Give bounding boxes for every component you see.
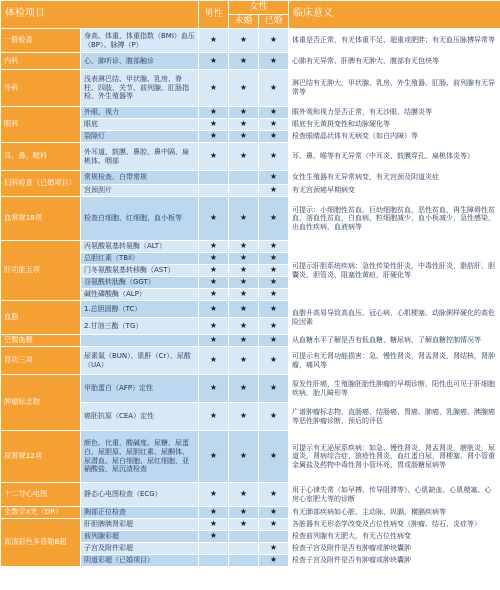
star-unmarried: ★ [229,507,259,519]
category-cell: 血脂 [1,301,81,335]
table-row [1,301,500,318]
clinical-meaning: 体重是否正常，有无体重不足、超重或肥胖；有无血压脉搏异常等 [289,29,500,53]
star-unmarried: ★ [229,253,259,265]
star-unmarried: ★ [229,143,259,171]
table-row [1,241,500,253]
category-cell: 肿瘤标志物 [1,375,81,431]
clinical-meaning: 可提示肝胆系统疾病：急性传染性肝炎，中毒性肝炎，脂肪肝，胆囊炎，胆管炎，阻塞性黄疸，肝硬化等 [289,241,500,301]
star-male: ★ [199,335,229,347]
star-male: ★ [199,318,229,335]
category-cell: 全数字X光（DR） [1,507,81,519]
star-unmarried: ★ [229,265,259,277]
clinical-meaning: 耳、鼻、喉等有无异常（中耳炎、鼓膜穿孔、扁桃体炎等） [289,143,500,171]
category-cell: 空腹血糖 [1,335,81,347]
clinical-meaning: 用于心律失常（如早搏、传导阻滞等）、心肌缺血、心肌梗塞、心房心室肥大等的诊断 [289,483,500,507]
clinical-meaning: 有无肺部疾病如心脏、主动脉、纵膈、横膈疾病等 [289,507,500,519]
star-male: ★ [199,131,229,143]
category-cell: 十二导心电图 [1,483,81,507]
star-unmarried [229,555,259,567]
table-body [1,29,500,567]
star-married: ★ [259,197,289,241]
table-row [1,519,500,531]
star-unmarried: ★ [229,29,259,53]
star-unmarried [229,185,259,197]
item-name: 门冬氨酸氨基转移酶（AST） [81,265,199,277]
item-name: 肝胆脾胰肾彩超 [81,519,199,531]
star-male: ★ [199,119,229,131]
star-unmarried: ★ [229,131,259,143]
item-name: 1.总胆固醇（TC） [81,301,199,318]
star-married: ★ [259,253,289,265]
star-male: ★ [199,301,229,318]
table-row [1,507,500,519]
header-married: 已婚 [259,15,289,29]
star-unmarried: ★ [229,70,259,107]
star-unmarried: ★ [229,277,259,289]
category-cell: 妇科检查（已婚项目） [1,171,81,197]
item-name: 身高、体重、体重指数（BMI）血压（BP）、脉搏（P） [81,29,199,53]
star-married: ★ [259,431,289,483]
table-row [1,53,500,70]
clinical-meaning: 可提示有无泌尿系疾病：如急、慢性肾炎，肾盂肾炎，膀胱炎，尿道炎，肾病综合症，狼疮性肾炎，血红蛋白尿，肾梗塞、肾小管重金属盐及药物中毒性肾小管坏死，胃或肠糖尿病等 [289,431,500,483]
table-row [1,375,500,403]
star-married: ★ [259,335,289,347]
star-married: ★ [259,131,289,143]
star-married: ★ [259,318,289,335]
star-married: ★ [259,185,289,197]
star-unmarried: ★ [229,519,259,531]
table-row [1,431,500,483]
clinical-meaning: 女性生殖器有无异常病变，有无宫颈及阴道炎症 [289,171,500,185]
star-married: ★ [259,171,289,185]
clinical-meaning: 有无宫颈癌早期病变 [289,185,500,197]
star-male [199,543,229,555]
star-unmarried: ★ [229,483,259,507]
clinical-meaning: 检查子宫及附件是否有肿瘤或肿块囊肿 [289,555,500,567]
table-row [1,107,500,119]
star-male: ★ [199,253,229,265]
star-male: ★ [199,531,229,543]
item-name [81,335,199,347]
star-unmarried [229,531,259,543]
star-male: ★ [199,143,229,171]
star-unmarried: ★ [229,431,259,483]
category-cell: 耳、鼻、喉科 [1,143,81,171]
item-name: 裂隙灯 [81,131,199,143]
clinical-meaning: 可提示：小细胞性贫血，巨幼细胞贫血，恶性贫血，再生障碍性贫血，溶血性贫血，白血病，粒细胞减少，血小板减少，急性感染，出血性疾病，血液病等 [289,197,500,241]
star-married: ★ [259,301,289,318]
category-cell: 肝功能五项 [1,241,81,301]
star-male: ★ [199,265,229,277]
star-married: ★ [259,375,289,403]
clinical-meaning: 血脂升高易导致高血压、冠心病、心肌梗塞、动脉粥样硬化的高危险因素 [289,301,500,335]
clinical-meaning: 检查前列腺有无肥大，有无占位性病变 [289,531,500,543]
star-married: ★ [259,543,289,555]
star-male: ★ [199,507,229,519]
clinical-meaning: 原发性肝癌，生殖腺胚胎性肿瘤的早期诊断，阳性也可见于肝细胞疾病、胎儿畸形等 [289,375,500,403]
table-row [1,171,500,185]
star-married: ★ [259,265,289,277]
item-name: 胸部正位检查 [81,507,199,519]
star-unmarried [229,543,259,555]
clinical-meaning: 广谱肿瘤标志物，直肠癌、结肠癌、胃癌、肺癌、乳腺癌、胰腺癌等恶性肿瘤诊断，预后的评估 [289,403,500,431]
item-name: 浅表淋巴结、甲状腺、乳房、脊柱、四肢、关节、前列腺、肛肠指检、外生殖器等 [81,70,199,107]
star-married: ★ [259,277,289,289]
table-row [1,143,500,171]
star-unmarried: ★ [229,197,259,241]
star-married: ★ [259,119,289,131]
header-project: 体检项目 [1,1,199,29]
star-unmarried: ★ [229,318,259,335]
table-row [1,483,500,507]
category-cell: 血常规18项 [1,197,81,241]
star-unmarried: ★ [229,289,259,301]
item-name: 外耳道、鼓膜、鼻腔、鼻中隔、扁桃体、咽部 [81,143,199,171]
clinical-meaning: 检查子宫及附件是否有肿瘤或肿块囊肿 [289,543,500,555]
item-name: 癌胚抗原（CEA）定性 [81,403,199,431]
table-row [1,70,500,107]
table-row [1,29,500,53]
star-married: ★ [259,29,289,53]
item-name: 静态心电图检查（ECG） [81,483,199,507]
star-male [199,555,229,567]
item-name: 总胆红素（TBil） [81,253,199,265]
star-married: ★ [259,555,289,567]
star-male: ★ [199,277,229,289]
star-male: ★ [199,107,229,119]
star-male: ★ [199,483,229,507]
star-unmarried: ★ [229,119,259,131]
clinical-meaning: 检查眼睛晶状体有无病变（如白内障）等 [289,131,500,143]
item-name: 甲胎蛋白（AFP）定性 [81,375,199,403]
header-male: 男性 [199,1,229,29]
star-unmarried: ★ [229,107,259,119]
star-unmarried: ★ [229,335,259,347]
category-cell: 内科 [1,53,81,70]
table-row [1,347,500,375]
header-unmarried: 未婚 [229,15,259,29]
star-male: ★ [199,403,229,431]
star-male: ★ [199,53,229,70]
item-name: 眼底 [81,119,199,131]
star-married: ★ [259,107,289,119]
star-married: ★ [259,403,289,431]
item-name: 尿素氮（BUN）、肌酐（Cr）、尿酸（UA） [81,347,199,375]
star-male: ★ [199,431,229,483]
star-male: ★ [199,347,229,375]
category-cell: 高清彩色多普勒B超 [1,519,81,567]
star-married: ★ [259,143,289,171]
star-male: ★ [199,197,229,241]
header-female: 女性 [229,1,289,15]
table-row [1,197,500,241]
star-married: ★ [259,241,289,253]
item-name: 谷氨酰转肽酶（GGT） [81,277,199,289]
header-meaning: 临床意义 [289,1,500,29]
category-cell: 外科 [1,70,81,107]
clinical-meaning: 可提示有无肾功能损害：急、慢性肾炎，肾盂肾炎，肾结核，肾肿瘤，痛风等 [289,347,500,375]
star-married [259,531,289,543]
star-unmarried: ★ [229,301,259,318]
star-married: ★ [259,289,289,301]
item-name: 子宫及附件彩超 [81,543,199,555]
table-row [1,335,500,347]
clinical-meaning: 淋巴结有无肿大，甲状腺、乳房、外生殖器、肛肠、前列腺有无异常等 [289,70,500,107]
item-name: 2.甘油三酯（TG） [81,318,199,335]
star-married: ★ [259,70,289,107]
item-name: 阴道彩超（已婚项目） [81,555,199,567]
star-male: ★ [199,289,229,301]
star-male: ★ [199,29,229,53]
star-unmarried: ★ [229,347,259,375]
clinical-meaning: 眼外观和视力是否正常，有无沙眼、结膜炎等 [289,107,500,119]
category-cell: 眼科 [1,107,81,143]
category-cell: 一般检查 [1,29,81,53]
star-unmarried [229,171,259,185]
star-male: ★ [199,241,229,253]
item-name: 碱性磷酸酶（ALP） [81,289,199,301]
clinical-meaning: 心肺有无异常、肝脾有无肿大、腹部有无包块等 [289,53,500,70]
star-male: ★ [199,519,229,531]
item-name: 前列腺彩超 [81,531,199,543]
star-unmarried: ★ [229,403,259,431]
star-married: ★ [259,53,289,70]
star-married: ★ [259,507,289,519]
star-male: ★ [199,70,229,107]
star-unmarried: ★ [229,241,259,253]
item-name: 外眼、视力 [81,107,199,119]
star-unmarried: ★ [229,53,259,70]
star-married: ★ [259,347,289,375]
clinical-meaning: 眼底有无黄斑变性和动脉硬化等 [289,119,500,131]
star-married: ★ [259,483,289,507]
star-unmarried: ★ [229,375,259,403]
category-cell: 尿常规12项 [1,431,81,483]
item-name: 心、肺听诊、腹部触诊 [81,53,199,70]
item-name: 常规检查、白带常规 [81,171,199,185]
star-male: ★ [199,375,229,403]
star-male [199,171,229,185]
item-name: 宫颈刮片 [81,185,199,197]
star-male [199,185,229,197]
star-married: ★ [259,519,289,531]
category-cell: 肾功三项 [1,347,81,375]
clinical-meaning: 从血糖水平了解是否有低血糖、糖尿病，了解血糖控制情况等 [289,335,500,347]
item-name: 检查白细胞、红细胞、血小板等 [81,197,199,241]
item-name: 丙氨酸氨基转氨酶（ALT） [81,241,199,253]
item-name: 颜色、比重、酸碱度、尿糖、尿蛋白、尿胆原、尿胆红素、尿酮体、尿潜血、尿白细胞、尿红细胞、亚硝酸盐、尿沉渣检查 [81,431,199,483]
clinical-meaning: 各脏器有无形态学改变及占位性病变（肿瘤、结石、炎症等） [289,519,500,531]
